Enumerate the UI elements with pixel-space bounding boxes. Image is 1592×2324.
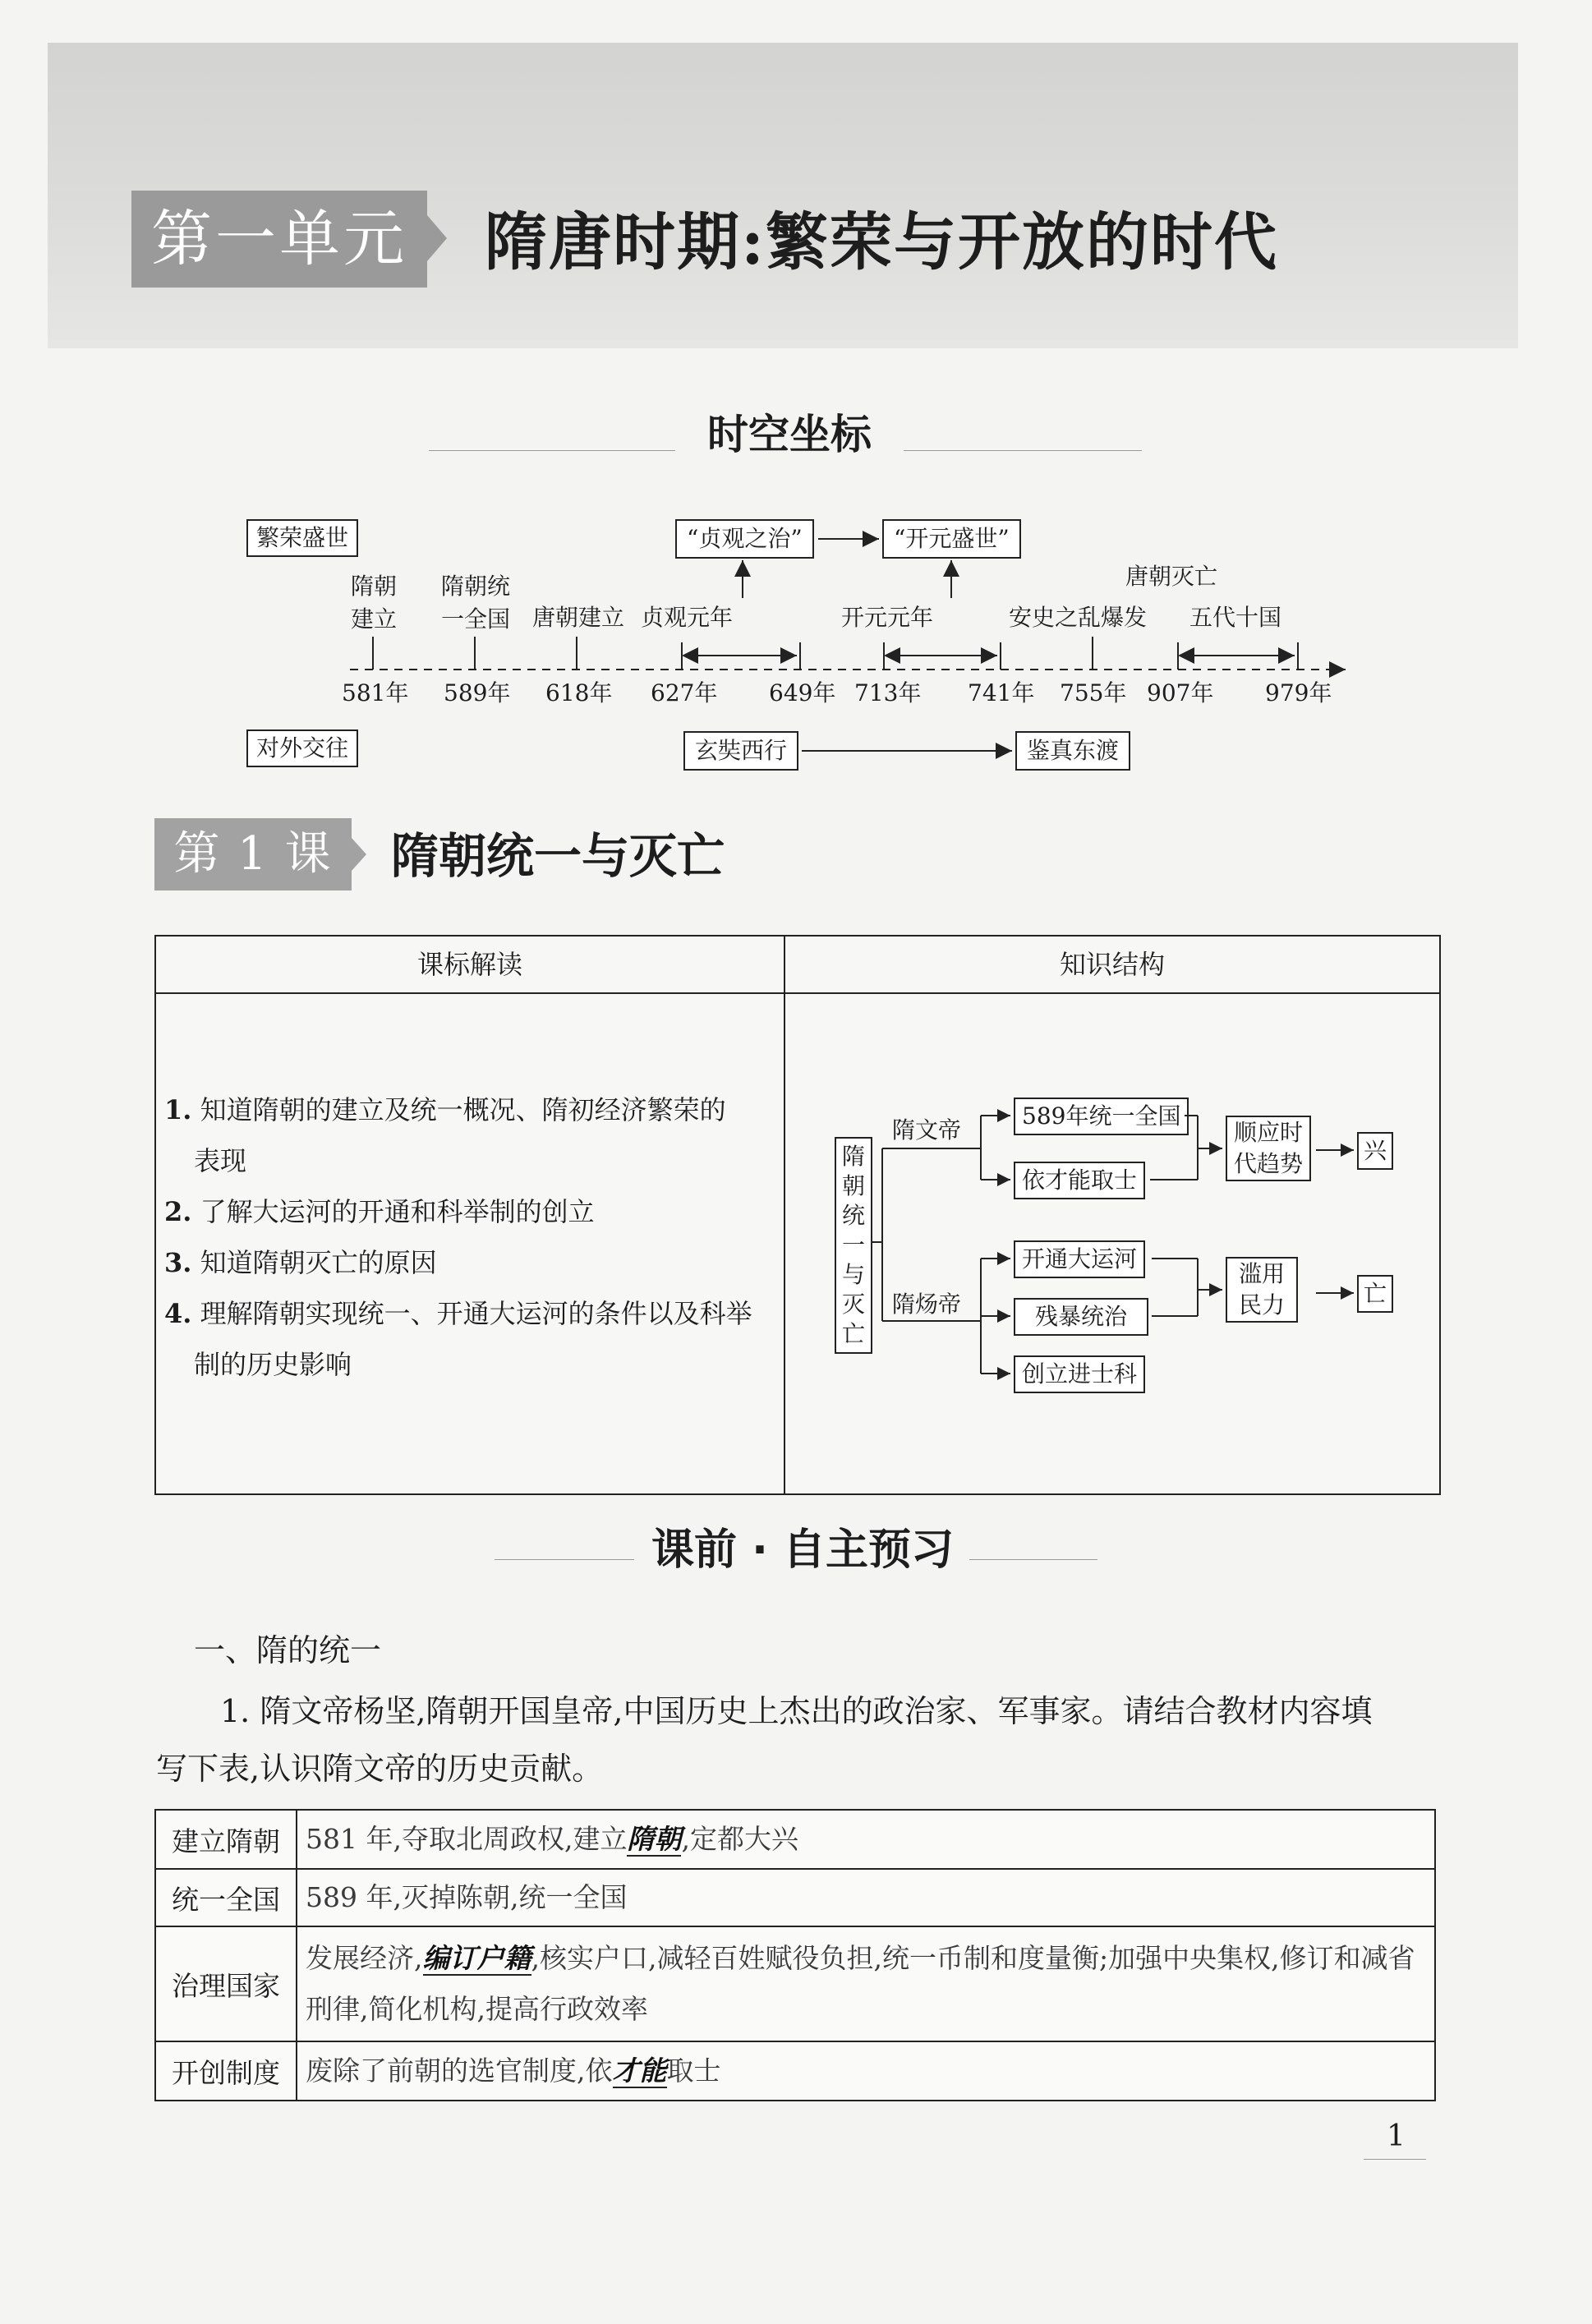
table-row: [155, 2041, 1435, 2101]
table-row: [155, 1926, 1435, 2041]
standards-table: [154, 935, 1441, 1495]
contribution-table: [154, 1809, 1436, 2101]
item-number: 3.: [164, 1247, 192, 1278]
label-wendi: 隋文帝: [892, 1116, 962, 1144]
lesson-label-arrow: [352, 838, 366, 871]
question-1-line1: 1. 隋文帝杨坚,隋朝开国皇帝,中国历史上杰出的政治家、军事家。请结合教材内容填: [220, 1693, 1373, 1729]
label-yangdi: 隋炀帝: [892, 1291, 962, 1318]
year-755: 755年: [1060, 679, 1127, 706]
handwritten-answer: 隋朝: [627, 1823, 682, 1855]
value-text: 589 年,灭掉陈朝,统一全国: [306, 1881, 628, 1913]
wendi-item-unify: 589年统一全国: [1014, 1098, 1189, 1135]
year-649: 649年: [769, 679, 836, 706]
box-kaiyuan-era: “开元盛世”: [882, 519, 1021, 559]
page-number: 1: [1387, 2119, 1406, 2153]
table-row: [155, 1869, 1435, 1926]
preview-section-title: 课前 · 自主预习: [651, 1526, 954, 1575]
value-text: 取士: [666, 2055, 721, 2087]
item-text: 知道隋朝灭亡的原因: [200, 1247, 437, 1278]
row-label: 治理国家: [155, 1926, 297, 2041]
box-xuanzang: 玄奘西行: [683, 731, 798, 771]
header-knowledge-structure: 知识结构: [1059, 949, 1165, 980]
event-sui-founded-line1: 隋朝: [350, 573, 397, 600]
yangdi-item-canal: 开通大运河: [1014, 1240, 1145, 1278]
structure-connectors: [156, 937, 1439, 1493]
item-number: 2.: [164, 1196, 192, 1227]
value-text: ,核实户口,减轻百姓赋役负担,统一币制和度量衡;加强中央集权,修订和减省刑律,简化机构,提高行政效率: [306, 1942, 1415, 2025]
row-label-foreign: 对外交往: [246, 729, 358, 767]
yangdi-result-line2: 民力: [1239, 1291, 1286, 1318]
timeline-section-title: 时空坐标: [707, 411, 872, 458]
handwritten-answer: 编订户籍: [422, 1942, 531, 1974]
root-char: 统: [841, 1202, 865, 1229]
item-text: 了解大运河的开通和科举制的创立: [200, 1196, 595, 1227]
lesson-title: 隋朝统一与灭亡: [391, 828, 725, 884]
item-number: 4.: [164, 1298, 192, 1329]
box-jianzhen: 鉴真东渡: [1015, 731, 1130, 771]
question-1-line2: 写下表,认识隋文帝的历史贡献。: [156, 1751, 604, 1787]
year-618: 618年: [545, 679, 613, 706]
page-number-rule: [1364, 2159, 1426, 2160]
row-label: 开创制度: [155, 2041, 297, 2101]
value-text: 发展经济,: [306, 1942, 423, 1974]
row-label: 建立隋朝: [155, 1810, 297, 1869]
yangdi-result-line1: 滥用: [1239, 1260, 1286, 1287]
handwritten-answer: 才能: [612, 2055, 667, 2087]
year-581: 581年: [342, 679, 409, 706]
value-text: 581 年,夺取北周政权,建立: [306, 1823, 628, 1855]
row-value: [297, 1869, 1435, 1926]
yangdi-item-exam: 创立进士科: [1014, 1355, 1145, 1393]
table-row: [155, 1810, 1435, 1869]
year-741: 741年: [968, 679, 1035, 706]
wendi-result-line2: 代趋势: [1234, 1150, 1304, 1177]
root-char: 隋: [841, 1143, 865, 1170]
yangdi-item-tyranny: 残暴统治: [1014, 1298, 1148, 1336]
event-tang-founded: 唐朝建立: [532, 604, 625, 631]
unit-title: 隋唐时期:繁荣与开放的时代: [485, 205, 1279, 278]
event-tang-fall: 唐朝灭亡: [1125, 563, 1218, 590]
header-standards: 课标解读: [416, 949, 522, 980]
outcome-rise: 兴: [1357, 1132, 1393, 1170]
wendi-result-line1: 顺应时: [1234, 1119, 1304, 1146]
event-zhenguan-year: 贞观元年: [641, 604, 734, 631]
unit-label: 第一单元: [131, 191, 427, 288]
standard-item-1-cont: 表现: [194, 1145, 247, 1176]
value-text: ,定都大兴: [681, 1823, 798, 1855]
event-sui-unify-line1: 隋朝统: [440, 573, 510, 600]
row-value: [297, 2041, 1435, 2101]
event-anshi-rebellion: 安史之乱爆发: [1009, 604, 1148, 631]
value-text: 废除了前朝的选官制度,依: [306, 2055, 613, 2087]
item-number: 1.: [164, 1094, 192, 1125]
standard-item-4-cont: 制的历史影响: [194, 1349, 352, 1380]
year-713: 713年: [854, 679, 922, 706]
row-value: [297, 1926, 1435, 2041]
root-char: 一: [841, 1231, 865, 1259]
wendi-item-talent: 依才能取士: [1014, 1162, 1145, 1199]
item-text: 理解隋朝实现统一、开通大运河的条件以及科举: [200, 1298, 752, 1329]
root-char: 与: [841, 1261, 865, 1288]
lesson-label: 第 1 课: [154, 818, 352, 890]
year-589: 589年: [444, 679, 511, 706]
root-char: 亡: [841, 1320, 865, 1347]
outcome-fall: 亡: [1357, 1275, 1393, 1313]
event-five-dynasties: 五代十国: [1189, 604, 1282, 631]
year-907: 907年: [1147, 679, 1214, 706]
year-979: 979年: [1265, 679, 1332, 706]
event-sui-founded-line2: 建立: [350, 605, 397, 633]
row-value: [297, 1810, 1435, 1869]
subsection-heading: 一、隋的统一: [194, 1632, 382, 1668]
row-label: 统一全国: [155, 1869, 297, 1926]
event-kaiyuan-year: 开元元年: [841, 604, 934, 631]
row-label-prosperity: 繁荣盛世: [246, 519, 358, 557]
year-627: 627年: [651, 679, 718, 706]
box-zhenguan-reign: “贞观之治”: [675, 519, 814, 559]
item-text: 知道隋朝的建立及统一概况、隋初经济繁荣的: [200, 1094, 726, 1125]
root-char: 朝: [841, 1172, 865, 1199]
root-char: 灭: [841, 1291, 865, 1318]
event-sui-unify-line2: 一全国: [440, 605, 510, 633]
